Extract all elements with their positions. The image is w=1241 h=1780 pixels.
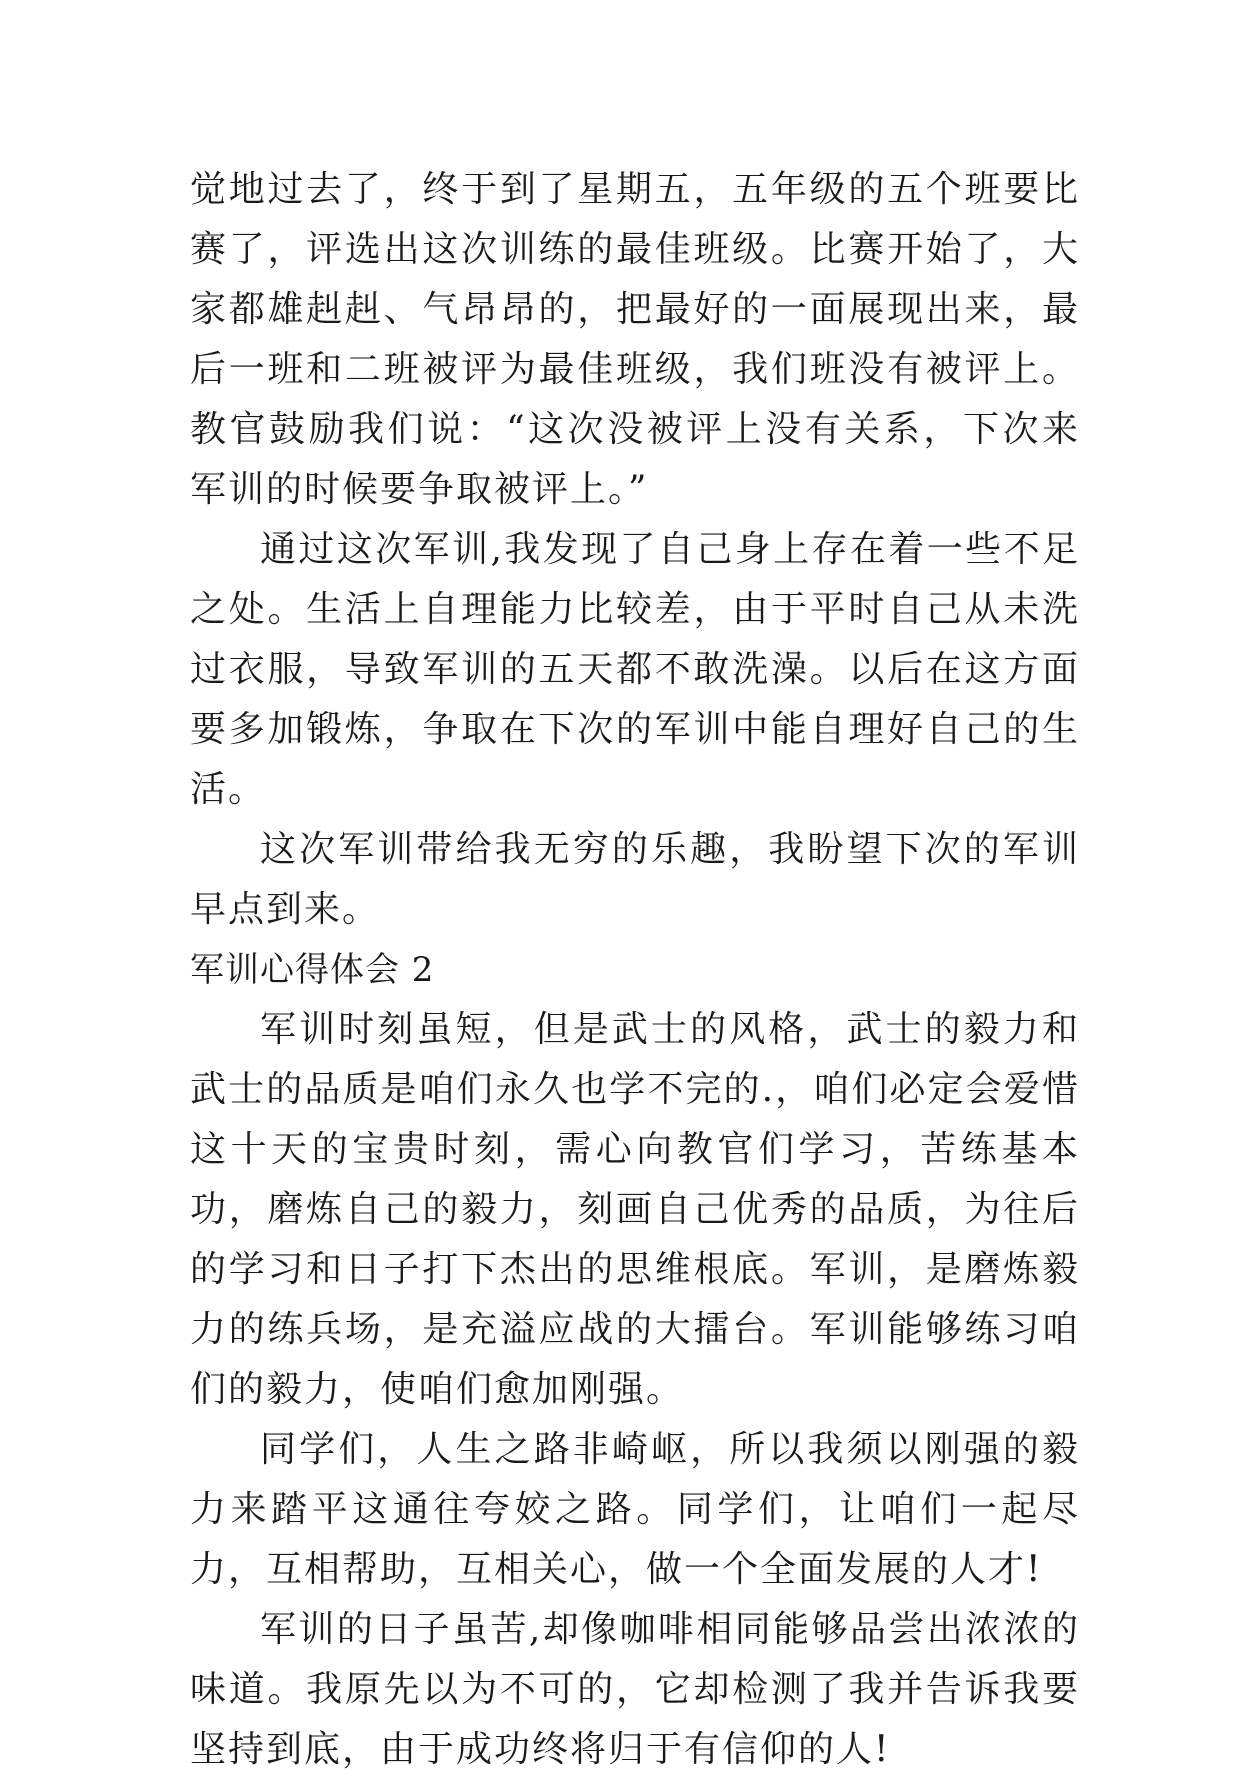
document-body xyxy=(190,160,1080,1780)
paragraph: 同学们，人生之路非崎岖，所以我须以刚强的毅力来踏平这通往夸姣之路。同学们，让咱们一起尽力，互相帮助，互相关心，做一个全面发展的人才! xyxy=(190,1429,1080,1590)
paragraph: 军训的日子虽苦,却像咖啡相同能够品尝出浓浓的味道。我原先以为不可的，它却检测了我并告诉我要坚持到底，由于成功终将归于有信仰的人! xyxy=(190,1609,1080,1770)
paragraph-continued: 觉地过去了，终于到了星期五，五年级的五个班要比赛了，评选出这次训练的最佳班级。比赛开始了，大家都雄赳赳、气昂昂的，把最好的一面展现出来，最后一班和二班被评为最佳班级，我们班没有被评上。教官鼓励我们说：“这次没被评上没有关系，下次来军训的时候要争取被评上。” xyxy=(190,169,1080,510)
paragraph: 军训时刻虽短，但是武士的风格，武士的毅力和武士的品质是咱们永久也学不完的.，咱们必定会爱惜这十天的宝贵时刻，需心向教官们学习，苦练基本功，磨炼自己的毅力，刻画自己优秀的品质，为往后的学习和日子打下杰出的思维根底。军训，是磨炼毅力的练兵场，是充溢应战的大擂台。军训能够练习咱们的毅力，使咱们愈加刚强。 xyxy=(190,1009,1080,1410)
paragraph: 通过这次军训,我发现了自己身上存在着一些不足之处。生活上自理能力比较差，由于平时自己从未洗过衣服，导致军训的五天都不敢洗澡。以后在这方面要多加锻炼，争取在下次的军训中能自理好自己的生活。 xyxy=(190,529,1080,810)
section-heading: 军训心得体会 2 xyxy=(190,950,435,990)
paragraph: 这次军训带给我无穷的乐趣，我盼望下次的军训早点到来。 xyxy=(190,829,1080,930)
